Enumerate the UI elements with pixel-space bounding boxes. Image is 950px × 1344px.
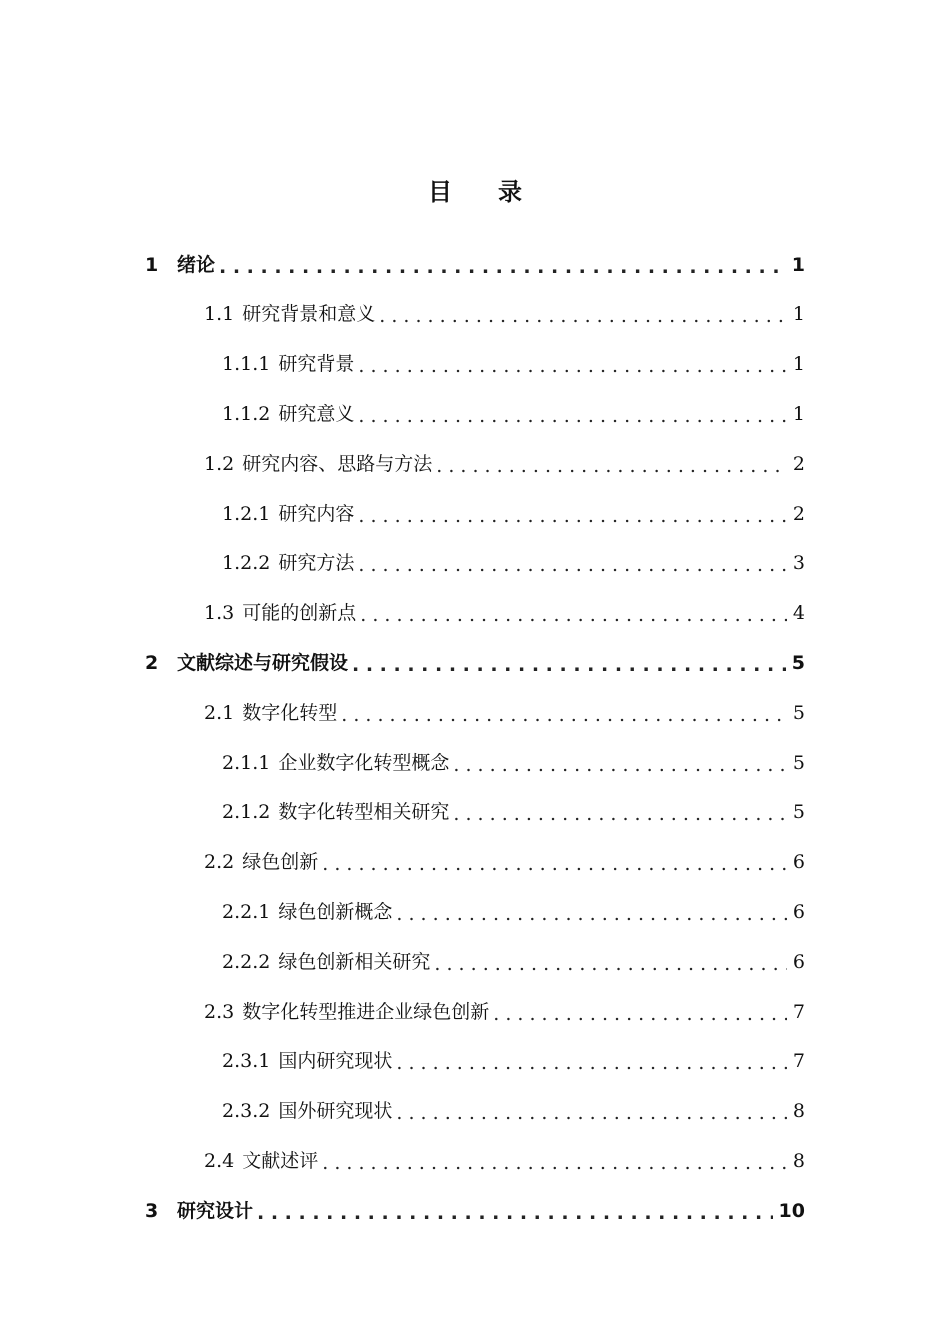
toc-entry-page-number: 6 (792, 851, 805, 874)
toc-entry-number: 1.1.2 (222, 402, 271, 425)
toc-entry-page-number: 1 (791, 253, 805, 276)
toc-entry-label: 国外研究现状 (278, 1100, 393, 1123)
toc-entry[interactable] (204, 838, 805, 888)
toc-entry[interactable] (222, 738, 805, 788)
toc-entry-number: 1 (145, 253, 159, 276)
toc-entry-number: 2 (145, 651, 159, 674)
toc-leader-dots (358, 407, 787, 426)
toc-entry-label: 可能的创新点 (242, 602, 357, 625)
toc-entry-label: 数字化转型 (242, 701, 338, 724)
toc-entry-number: 1.1 (204, 303, 235, 326)
toc-entry[interactable] (222, 937, 805, 987)
toc-entry[interactable] (204, 439, 805, 489)
toc-entry-label: 研究内容 (278, 502, 355, 525)
toc-entry[interactable] (204, 290, 805, 340)
toc-leader-dots (358, 357, 787, 376)
toc-entry[interactable] (204, 688, 805, 738)
toc-leader-dots (396, 1104, 787, 1123)
toc-entry[interactable] (204, 987, 805, 1037)
toc-leader-dots (352, 656, 786, 675)
toc-entry-label: 数字化转型推进企业绿色创新 (242, 1000, 490, 1023)
toc-entry[interactable] (204, 1136, 805, 1186)
toc-entry-label: 研究内容、思路与方法 (242, 452, 433, 475)
toc-entry-page-number: 8 (792, 1149, 805, 1172)
toc-entry-number: 2.3.2 (222, 1100, 271, 1123)
toc-entry-label: 绿色创新概念 (278, 900, 393, 923)
toc-entry-label: 文献述评 (242, 1149, 319, 1172)
toc-leader-dots (358, 507, 787, 526)
toc-leader-dots (453, 756, 787, 775)
toc-entry-label: 绿色创新相关研究 (278, 950, 431, 973)
toc-entry-page-number: 8 (792, 1100, 805, 1123)
toc-leader-dots (453, 805, 787, 824)
toc-entry-label: 研究方法 (278, 552, 355, 575)
toc-leader-dots (379, 307, 787, 326)
toc-entry-label: 企业数字化转型概念 (278, 751, 450, 774)
toc-entry-page-number: 3 (792, 552, 805, 575)
toc-entry[interactable] (145, 1186, 805, 1236)
toc-entry-number: 2.2 (204, 851, 235, 874)
toc-entry-number: 2.3 (204, 1000, 235, 1023)
toc-entry[interactable] (145, 240, 805, 290)
toc-entry-number: 2.3.1 (222, 1050, 271, 1073)
toc-entry[interactable] (222, 788, 805, 838)
toc-title-char-1: 目 (428, 178, 452, 206)
toc-title (0, 172, 950, 207)
toc-entry-page-number: 6 (792, 900, 805, 923)
toc-leader-dots (322, 855, 787, 874)
toc-entry-label: 绪论 (177, 253, 216, 276)
toc-entry-number: 1.2.1 (222, 502, 271, 525)
toc-entry-label: 绿色创新 (242, 851, 319, 874)
toc-leader-dots (257, 1204, 773, 1223)
toc-entry[interactable] (204, 589, 805, 639)
toc-entry-page-number: 1 (792, 303, 805, 326)
toc-leader-dots (358, 556, 787, 575)
toc-entry-number: 1.3 (204, 602, 235, 625)
toc-entry-number: 2.2.2 (222, 950, 271, 973)
toc-leader-dots (322, 1154, 787, 1173)
toc-entry-number: 2.1.1 (222, 751, 271, 774)
toc-leader-dots (360, 606, 787, 625)
toc-entry-number: 1.2.2 (222, 552, 271, 575)
toc-entry[interactable] (222, 1037, 805, 1087)
toc-entry-label: 数字化转型相关研究 (278, 801, 450, 824)
toc-entry-page-number: 7 (792, 1000, 805, 1023)
toc-entry-number: 2.2.1 (222, 900, 271, 923)
toc-entry[interactable] (222, 887, 805, 937)
toc-entry-label: 国内研究现状 (278, 1050, 393, 1073)
toc-entry-page-number: 2 (792, 502, 805, 525)
toc-entry-label: 研究背景 (278, 353, 355, 376)
toc-entry-page-number: 2 (792, 452, 805, 475)
toc-entry[interactable] (222, 1087, 805, 1137)
toc-entry-page-number: 5 (791, 651, 805, 674)
toc-leader-dots (434, 955, 787, 974)
toc-entry-number: 1.1.1 (222, 353, 271, 376)
toc-entry-page-number: 5 (792, 801, 805, 824)
toc-entry-page-number: 5 (792, 751, 805, 774)
toc-entry-number: 3 (145, 1199, 159, 1222)
toc-leader-dots (436, 457, 787, 476)
toc-entry-label: 研究背景和意义 (242, 303, 376, 326)
toc-entry-number: 1.2 (204, 452, 235, 475)
toc-entry-page-number: 4 (792, 602, 805, 625)
toc-entry-page-number: 5 (792, 701, 805, 724)
toc-entry-page-number: 1 (792, 353, 805, 376)
toc-entry-label: 研究意义 (278, 402, 355, 425)
toc-entry-label: 文献综述与研究假设 (177, 651, 349, 674)
toc-leader-dots (493, 1005, 787, 1024)
toc-entry-page-number: 10 (778, 1199, 805, 1222)
toc-title-char-2: 录 (498, 178, 522, 206)
toc-leader-dots (341, 706, 787, 725)
toc-entry-page-number: 1 (792, 402, 805, 425)
toc-entry-page-number: 6 (792, 950, 805, 973)
toc-entry[interactable] (222, 389, 805, 439)
toc-entry-label: 研究设计 (177, 1199, 254, 1222)
toc-entry-number: 2.1 (204, 701, 235, 724)
toc-entry[interactable] (222, 340, 805, 390)
toc-leader-dots (396, 1054, 787, 1073)
toc-entry-number: 2.4 (204, 1149, 235, 1172)
toc-entry[interactable] (222, 489, 805, 539)
toc-entry-page-number: 7 (792, 1050, 805, 1073)
toc-leader-dots (396, 905, 787, 924)
toc-entry[interactable] (222, 539, 805, 589)
toc-leader-dots (219, 258, 786, 277)
toc-entry[interactable] (145, 638, 805, 688)
toc-entry-number: 2.1.2 (222, 801, 271, 824)
